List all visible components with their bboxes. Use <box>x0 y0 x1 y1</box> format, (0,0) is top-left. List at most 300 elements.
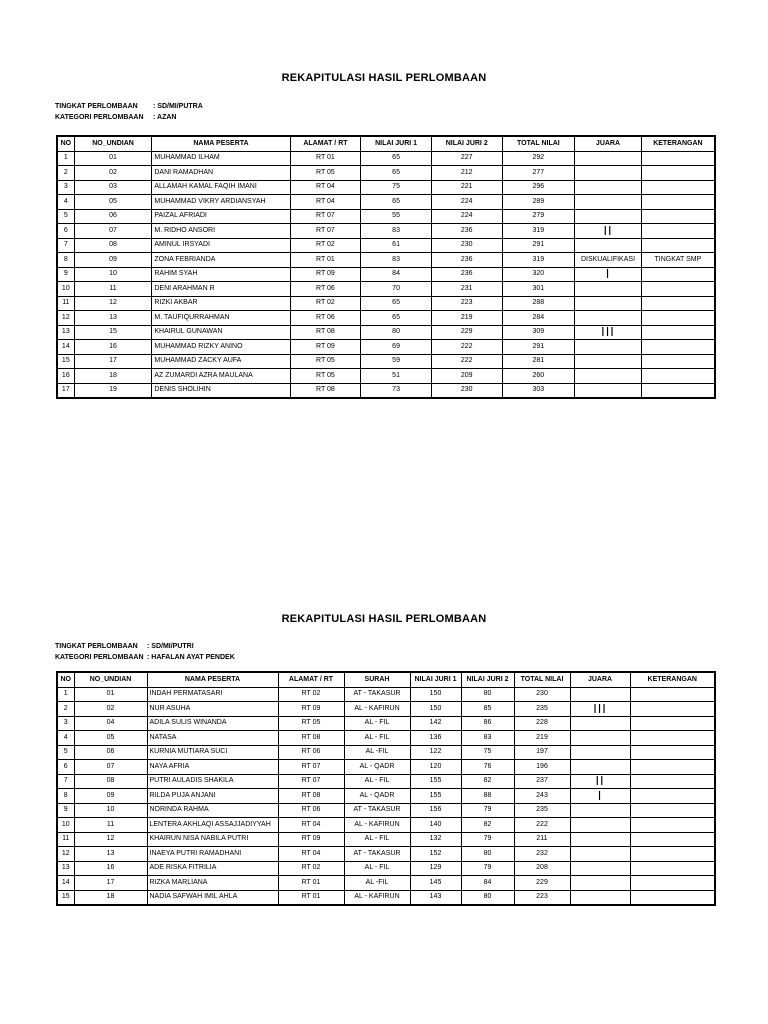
meta-value: : HAFALAN AYAT PENDEK <box>147 654 235 661</box>
table-cell: 01 <box>74 151 152 166</box>
table-row <box>57 861 715 876</box>
table-cell: LENTERA AKHLAQI ASSAJJADIYYAH <box>147 818 278 833</box>
table-cell: MUHAMMAD VIKRY ARDIANSYAH <box>152 195 290 210</box>
table-row <box>57 832 715 847</box>
table-cell: RT 04 <box>290 195 361 210</box>
table-cell: 15 <box>74 325 152 340</box>
table-cell: 8 <box>57 789 74 804</box>
table-cell: 288 <box>502 296 575 311</box>
table-cell <box>641 369 715 384</box>
table-cell: 75 <box>461 745 514 760</box>
table-cell: 196 <box>514 760 570 775</box>
table-cell: 289 <box>502 195 575 210</box>
col-header: NILAI JURI 2 <box>431 136 502 151</box>
table-row <box>57 890 715 905</box>
table-cell: 291 <box>502 238 575 253</box>
table-row <box>57 151 715 166</box>
table-cell: 79 <box>461 803 514 818</box>
table-cell: 140 <box>410 818 461 833</box>
table-cell: 16 <box>57 369 74 384</box>
table-cell: 12 <box>74 296 152 311</box>
table-cell: AMINUL IRSYADI <box>152 238 290 253</box>
table-cell: I <box>575 267 642 282</box>
table-cell: 236 <box>431 267 502 282</box>
table-cell: AL - KAFIRUN <box>344 702 410 717</box>
table-cell: 80 <box>361 325 432 340</box>
table-cell: 65 <box>361 195 432 210</box>
table-cell <box>630 847 715 862</box>
table-cell: AL - FIL <box>344 716 410 731</box>
table-cell <box>630 731 715 746</box>
col-header: NILAI JURI 1 <box>410 672 461 687</box>
table-cell <box>570 818 630 833</box>
table-cell: RT 07 <box>290 209 361 224</box>
table-cell: AT - TAKASUR <box>344 803 410 818</box>
table-cell <box>570 803 630 818</box>
table-cell: 55 <box>361 209 432 224</box>
table-cell: I <box>570 789 630 804</box>
table-cell: 83 <box>361 253 432 268</box>
table-cell: 79 <box>461 861 514 876</box>
table-cell: 04 <box>74 716 147 731</box>
table-cell: 88 <box>461 789 514 804</box>
table-cell: RT 09 <box>290 267 361 282</box>
table-cell: 209 <box>431 369 502 384</box>
table-cell: RILDA PUJA ANJANI <box>147 789 278 804</box>
table-cell: 230 <box>431 238 502 253</box>
table-cell: NADIA SAFWAH IMIL AHLA <box>147 890 278 905</box>
col-header: KETERANGAN <box>641 136 715 151</box>
table-cell <box>641 325 715 340</box>
table-cell <box>641 354 715 369</box>
table-cell <box>575 282 642 297</box>
table-row <box>57 702 715 717</box>
table-cell: 18 <box>74 369 152 384</box>
table-cell: DENI ARAHMAN R <box>152 282 290 297</box>
meta-row <box>55 112 203 123</box>
table-cell: 260 <box>502 369 575 384</box>
table-cell: 16 <box>74 340 152 355</box>
table-cell: 03 <box>74 180 152 195</box>
table-row <box>57 383 715 398</box>
sheet1-title: REKAPITULASI HASIL PERLOMBAAN <box>281 72 487 84</box>
table-cell: 230 <box>514 687 570 702</box>
table-cell: 73 <box>361 383 432 398</box>
table-cell: RT 01 <box>290 151 361 166</box>
table-cell: MUHAMMAD RIZKY ANINO <box>152 340 290 355</box>
table-cell: 136 <box>410 731 461 746</box>
table-cell: III <box>575 325 642 340</box>
table-cell: 9 <box>57 267 74 282</box>
table-cell: 3 <box>57 716 74 731</box>
table-cell: 277 <box>502 166 575 181</box>
table-cell <box>630 803 715 818</box>
table-cell: 145 <box>410 876 461 891</box>
table-cell: 05 <box>74 731 147 746</box>
table-cell: 235 <box>514 803 570 818</box>
table-row <box>57 731 715 746</box>
table-cell: 09 <box>74 789 147 804</box>
table-cell: 320 <box>502 267 575 282</box>
table-cell <box>575 354 642 369</box>
table-cell <box>630 861 715 876</box>
table-cell: 15 <box>57 890 74 905</box>
table-cell: AL - FIL <box>344 774 410 789</box>
table-cell: RT 01 <box>290 253 361 268</box>
table-cell: INDAH PERMATASARI <box>147 687 278 702</box>
table-cell: 284 <box>502 311 575 326</box>
table-cell: 01 <box>74 687 147 702</box>
table-cell: AL -FIL <box>344 745 410 760</box>
table-cell: 223 <box>514 890 570 905</box>
table-cell: 243 <box>514 789 570 804</box>
table-cell: 222 <box>431 354 502 369</box>
col-header: KETERANGAN <box>630 672 715 687</box>
table-cell: 150 <box>410 687 461 702</box>
meta-row <box>55 641 235 652</box>
col-header: SURAH <box>344 672 410 687</box>
table-cell: 61 <box>361 238 432 253</box>
table-cell: II <box>570 774 630 789</box>
table-cell: 1 <box>57 151 74 166</box>
table-cell: ADILA SULIS WINANDA <box>147 716 278 731</box>
table-cell <box>575 311 642 326</box>
table-cell: 228 <box>514 716 570 731</box>
table-row <box>57 180 715 195</box>
table-row <box>57 818 715 833</box>
col-header: NAMA PESERTA <box>147 672 278 687</box>
meta-label: KATEGORI PERLOMBAAN <box>55 114 144 121</box>
table-cell <box>630 760 715 775</box>
table-cell: 142 <box>410 716 461 731</box>
meta-value: : SD/MI/PUTRA <box>153 103 203 110</box>
table-cell: 296 <box>502 180 575 195</box>
table-cell <box>641 311 715 326</box>
table-cell <box>641 195 715 210</box>
table-cell: 69 <box>361 340 432 355</box>
table-cell: MUHAMMAD ZACKY AUFA <box>152 354 290 369</box>
table-row <box>57 774 715 789</box>
table-cell <box>630 789 715 804</box>
table-cell: 156 <box>410 803 461 818</box>
table-row <box>57 224 715 239</box>
table-cell <box>575 151 642 166</box>
table-cell: 5 <box>57 745 74 760</box>
table-cell: 4 <box>57 731 74 746</box>
col-header: ALAMAT / RT <box>290 136 361 151</box>
table-cell: RT 07 <box>278 760 344 775</box>
table-cell: M. TAUFIQURRAHMAN <box>152 311 290 326</box>
table-cell: RT 01 <box>278 890 344 905</box>
col-header: JUARA <box>575 136 642 151</box>
table-cell: RT 08 <box>290 383 361 398</box>
table-cell: 80 <box>461 847 514 862</box>
sheet1-table-body <box>57 151 715 398</box>
table-cell <box>575 238 642 253</box>
table-cell: RT 01 <box>278 876 344 891</box>
table-cell: ADE RISKA FITRILIA <box>147 861 278 876</box>
table-row <box>57 311 715 326</box>
table-cell: RT 05 <box>290 369 361 384</box>
table-cell <box>630 818 715 833</box>
table-cell: 17 <box>74 876 147 891</box>
table-cell: 235 <box>514 702 570 717</box>
table-cell: AL - FIL <box>344 861 410 876</box>
table-cell: 232 <box>514 847 570 862</box>
table-cell: RT 08 <box>278 731 344 746</box>
table-cell: 65 <box>361 166 432 181</box>
table-row <box>57 803 715 818</box>
table-cell: 231 <box>431 282 502 297</box>
table-cell: 11 <box>57 296 74 311</box>
table-cell <box>641 180 715 195</box>
table-cell: TINGKAT SMP <box>641 253 715 268</box>
sheet2-table <box>56 671 716 906</box>
table-cell: 13 <box>57 325 74 340</box>
table-row <box>57 847 715 862</box>
table-cell: 17 <box>74 354 152 369</box>
table-cell: 65 <box>361 296 432 311</box>
table-cell: 82 <box>461 818 514 833</box>
col-header: NILAI JURI 2 <box>461 672 514 687</box>
table-cell <box>570 832 630 847</box>
table-cell: 76 <box>461 760 514 775</box>
table-cell <box>630 774 715 789</box>
col-header: NO <box>57 136 74 151</box>
col-header: ALAMAT / RT <box>278 672 344 687</box>
table-row <box>57 296 715 311</box>
table-cell <box>575 209 642 224</box>
table-cell: 222 <box>431 340 502 355</box>
col-header: NO_UNDIAN <box>74 672 147 687</box>
table-cell: NATASA <box>147 731 278 746</box>
table-cell: AL - FIL <box>344 832 410 847</box>
table-cell: 5 <box>57 209 74 224</box>
table-cell: RT 08 <box>290 325 361 340</box>
table-cell: 7 <box>57 238 74 253</box>
table-cell: 11 <box>74 818 147 833</box>
table-cell: 17 <box>57 383 74 398</box>
table-cell: RT 04 <box>278 818 344 833</box>
table-cell: 221 <box>431 180 502 195</box>
table-cell: RAHIM SYAH <box>152 267 290 282</box>
table-cell <box>641 238 715 253</box>
table-cell: AL - FIL <box>344 731 410 746</box>
table-cell: KHAIRUL GUNAWAN <box>152 325 290 340</box>
table-cell: 51 <box>361 369 432 384</box>
table-cell: 86 <box>461 716 514 731</box>
table-cell: RT 09 <box>290 340 361 355</box>
table-cell <box>570 687 630 702</box>
col-header: NILAI JURI 1 <box>361 136 432 151</box>
table-cell: INAEYA PUTRI RAMADHANI <box>147 847 278 862</box>
table-cell: 236 <box>431 253 502 268</box>
table-cell: 59 <box>361 354 432 369</box>
table-cell: 83 <box>461 731 514 746</box>
table-cell: KURNIA MUTIARA SUCI <box>147 745 278 760</box>
table-row <box>57 282 715 297</box>
table-cell: 11 <box>74 282 152 297</box>
table-cell: RT 05 <box>278 716 344 731</box>
table-cell <box>641 151 715 166</box>
table-cell: 224 <box>431 195 502 210</box>
table-cell: RIZKI AKBAR <box>152 296 290 311</box>
table-cell: DISKUALIFIKASI <box>575 253 642 268</box>
table-cell: 09 <box>74 253 152 268</box>
meta-row <box>55 101 203 112</box>
table-cell: PUTRI AULADIS SHAKILA <box>147 774 278 789</box>
table-cell: 06 <box>74 745 147 760</box>
table-cell: 05 <box>74 195 152 210</box>
table-cell: 7 <box>57 774 74 789</box>
table-cell: 222 <box>514 818 570 833</box>
table-row <box>57 745 715 760</box>
table-cell: 10 <box>57 282 74 297</box>
table-row <box>57 340 715 355</box>
col-header: TOTAL NILAI <box>514 672 570 687</box>
table-cell: 08 <box>74 774 147 789</box>
table-cell <box>641 209 715 224</box>
meta-label: TINGKAT PERLOMBAAN <box>55 103 138 110</box>
table-cell: RT 06 <box>290 282 361 297</box>
table-cell: 07 <box>74 760 147 775</box>
table-cell: 150 <box>410 702 461 717</box>
table-cell: RT 02 <box>278 861 344 876</box>
sheet2-table-body <box>57 687 715 905</box>
table-cell <box>575 369 642 384</box>
col-header: TOTAL NILAI <box>502 136 575 151</box>
table-row <box>57 238 715 253</box>
table-cell: RT 09 <box>278 832 344 847</box>
table-cell: 219 <box>514 731 570 746</box>
table-cell: 301 <box>502 282 575 297</box>
table-cell: 155 <box>410 789 461 804</box>
table-cell: 281 <box>502 354 575 369</box>
table-cell: 223 <box>431 296 502 311</box>
table-cell: 227 <box>431 151 502 166</box>
col-header: NO_UNDIAN <box>74 136 152 151</box>
table-cell: RT 06 <box>290 311 361 326</box>
table-cell: 12 <box>74 832 147 847</box>
table-cell: 12 <box>57 847 74 862</box>
meta-label: KATEGORI PERLOMBAAN <box>55 654 144 661</box>
table-cell: AZ ZUMARDI AZRA MAULANA <box>152 369 290 384</box>
table-cell <box>575 166 642 181</box>
table-cell: 65 <box>361 151 432 166</box>
table-cell: 6 <box>57 224 74 239</box>
table-cell: AT - TAKASUR <box>344 687 410 702</box>
meta-value: : SD/MI/PUTRI <box>147 643 194 650</box>
table-cell <box>575 180 642 195</box>
table-cell: RT 02 <box>290 238 361 253</box>
table-cell: RT 02 <box>290 296 361 311</box>
table-cell: RT 07 <box>290 224 361 239</box>
table-cell: 132 <box>410 832 461 847</box>
meta-value: : AZAN <box>153 114 177 121</box>
table-cell: 14 <box>57 340 74 355</box>
table-cell <box>570 890 630 905</box>
table-cell <box>641 267 715 282</box>
col-header: NO <box>57 672 74 687</box>
table-cell <box>630 876 715 891</box>
table-cell: 4 <box>57 195 74 210</box>
table-cell <box>575 340 642 355</box>
table-cell: 208 <box>514 861 570 876</box>
table-cell: 80 <box>461 687 514 702</box>
table-cell <box>570 847 630 862</box>
table-cell: NUR ASUHA <box>147 702 278 717</box>
table-cell: AL - KAFIRUN <box>344 890 410 905</box>
table-cell <box>630 745 715 760</box>
table-row <box>57 195 715 210</box>
table-cell: 12 <box>57 311 74 326</box>
table-cell: 84 <box>361 267 432 282</box>
table-cell: 9 <box>57 803 74 818</box>
table-cell: 1 <box>57 687 74 702</box>
table-cell <box>575 383 642 398</box>
table-cell: 13 <box>74 311 152 326</box>
table-cell <box>575 195 642 210</box>
table-cell: 224 <box>431 209 502 224</box>
table-cell: 303 <box>502 383 575 398</box>
table-cell: 13 <box>57 861 74 876</box>
table-row <box>57 789 715 804</box>
table-row <box>57 369 715 384</box>
table-cell: 10 <box>57 818 74 833</box>
table-cell: 10 <box>74 803 147 818</box>
table-row <box>57 876 715 891</box>
table-cell: AL - QADR <box>344 760 410 775</box>
table-cell: RIZKA MARLIANA <box>147 876 278 891</box>
table-cell <box>570 876 630 891</box>
table-cell: 3 <box>57 180 74 195</box>
table-cell: 75 <box>361 180 432 195</box>
sheet2-title: REKAPITULASI HASIL PERLOMBAAN <box>281 613 487 625</box>
table-cell: 237 <box>514 774 570 789</box>
table-cell <box>641 282 715 297</box>
table-row <box>57 209 715 224</box>
table-cell: 229 <box>431 325 502 340</box>
table-cell: 84 <box>461 876 514 891</box>
table-cell: 06 <box>74 209 152 224</box>
table-cell <box>641 166 715 181</box>
table-cell: 229 <box>514 876 570 891</box>
table-cell: M. RIDHO ANSORI <box>152 224 290 239</box>
table-cell: 14 <box>57 876 74 891</box>
table-cell: 18 <box>74 890 147 905</box>
table-row <box>57 716 715 731</box>
sheet2-meta <box>55 641 235 663</box>
table-cell: 120 <box>410 760 461 775</box>
table-cell: II <box>575 224 642 239</box>
table-cell: 79 <box>461 832 514 847</box>
table-cell <box>630 890 715 905</box>
sheet1-meta <box>55 101 203 123</box>
table-cell: 319 <box>502 224 575 239</box>
table-cell: 309 <box>502 325 575 340</box>
table-cell: 129 <box>410 861 461 876</box>
table-cell <box>570 861 630 876</box>
table-row <box>57 325 715 340</box>
table-cell: RT 08 <box>278 789 344 804</box>
table-header-row <box>57 672 715 687</box>
table-cell: 85 <box>461 702 514 717</box>
table-cell <box>570 716 630 731</box>
table-cell: NORINDA RAHMA <box>147 803 278 818</box>
table-cell: 8 <box>57 253 74 268</box>
table-cell: MUHAMMAD ILHAM <box>152 151 290 166</box>
table-cell: 07 <box>74 224 152 239</box>
